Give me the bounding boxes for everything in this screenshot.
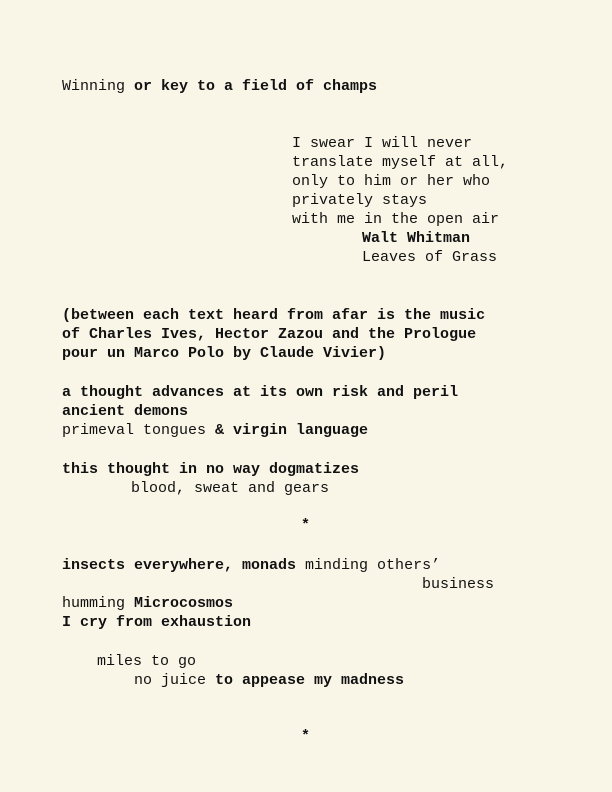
stanza-line bbox=[134, 671, 404, 690]
stanza-line-bold: to appease my madness bbox=[215, 672, 405, 689]
stanza-line: miles to go bbox=[97, 653, 197, 670]
stanza-line-plain: primeval tongues bbox=[62, 422, 216, 439]
stanza-line bbox=[62, 421, 368, 440]
epigraph-line: privately stays bbox=[292, 192, 428, 209]
title-plain: Winning bbox=[62, 78, 135, 95]
title-bold: or key to a field of champs bbox=[134, 78, 378, 95]
poem-title bbox=[62, 77, 377, 96]
section-separator: * bbox=[301, 728, 311, 745]
epigraph-work: Leaves of Grass bbox=[362, 249, 498, 266]
epigraph-line: I swear I will never bbox=[292, 135, 473, 152]
note-line: pour un Marco Polo by Claude Vivier) bbox=[62, 345, 387, 362]
section-separator: * bbox=[301, 517, 311, 534]
epigraph-line: only to him or her who bbox=[292, 173, 491, 190]
stanza-line: ancient demons bbox=[62, 403, 189, 420]
note-line: of Charles Ives, Hector Zazou and the Prologue bbox=[62, 326, 477, 343]
stanza-line bbox=[62, 556, 440, 575]
note-line: (between each text heard from afar is the music bbox=[62, 307, 486, 324]
epigraph-author: Walt Whitman bbox=[362, 230, 471, 247]
stanza-line-plain: no juice bbox=[134, 672, 216, 689]
stanza-line: I cry from exhaustion bbox=[62, 614, 252, 631]
epigraph-line: with me in the open air bbox=[292, 211, 500, 228]
stanza-line bbox=[62, 594, 233, 613]
stanza-line-plain: minding others’ bbox=[305, 557, 441, 574]
stanza-line-plain: humming bbox=[62, 595, 135, 612]
stanza-line: business bbox=[422, 576, 495, 593]
stanza-line: a thought advances at its own risk and peril bbox=[62, 384, 459, 401]
stanza-line: this thought in no way dogmatizes bbox=[62, 461, 360, 478]
stanza-line-bold: insects everywhere, monads bbox=[62, 557, 306, 574]
stanza-line-bold: Microcosmos bbox=[134, 595, 234, 612]
stanza-line-bold: & virgin language bbox=[215, 422, 369, 439]
stanza-line: blood, sweat and gears bbox=[131, 480, 330, 497]
epigraph-line: translate myself at all, bbox=[292, 154, 509, 171]
